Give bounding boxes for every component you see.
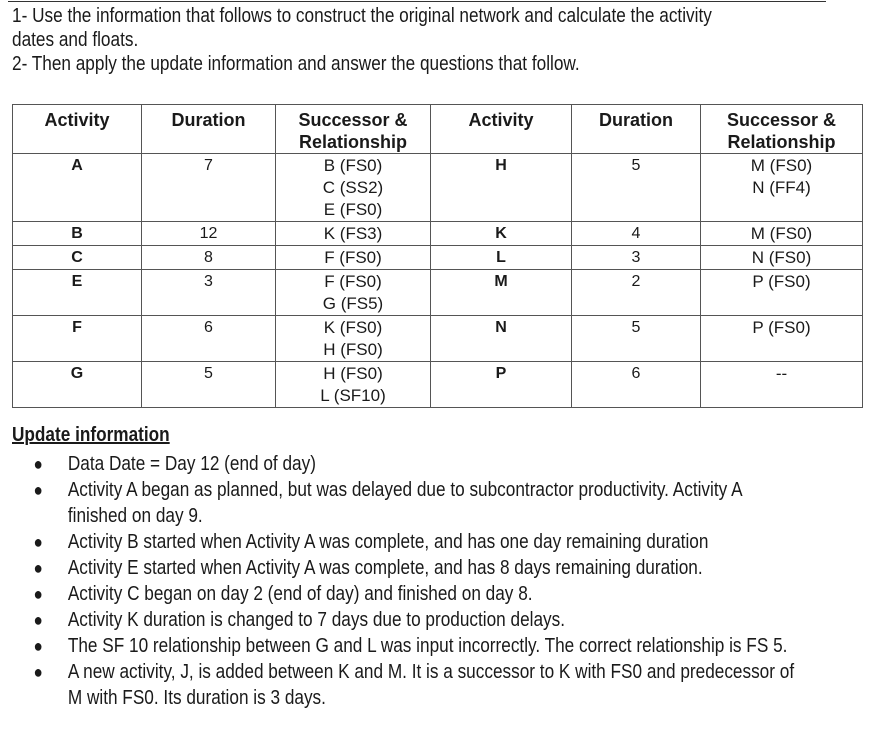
update-text: Activity B started when Activity A was complete, and has one day remaining duration [67,531,709,553]
successor-relationship: H (FS0) [323,364,383,383]
activity-cell: H [431,154,572,222]
header-activity-right: Activity [431,105,572,154]
update-text: Activity C began on day 2 (end of day) and finished on day 8. [67,583,533,605]
activity-cell: K [431,222,572,246]
table-row [13,154,863,222]
activity-cell: E [13,270,142,316]
duration-cell: 12 [142,222,276,246]
activity-cell: A [13,154,142,222]
successor-cell [701,222,863,246]
successor-relationship: M (FS0) [750,156,813,175]
bullet-icon: ● [33,584,43,604]
instruction-1: 1- Use the information that follows to construct the original network and calculate the activity dates and floats. [12,5,712,51]
bullet-icon: ● [33,480,43,500]
update-item [30,633,804,659]
activity-cell: F [13,316,142,362]
successor-cell [701,362,863,408]
successor-relationship: K (FS0) [323,318,383,337]
duration-cell: 6 [572,362,701,408]
instructions [12,4,752,76]
successor-cell [276,316,431,362]
duration-cell: 7 [142,154,276,222]
duration-cell: 5 [572,316,701,362]
successor-relationship: L (SF10) [320,386,386,405]
successor-relationship: F (FS0) [324,272,382,291]
bullet-icon: ● [33,636,43,656]
duration-cell: 4 [572,222,701,246]
table-row [13,316,863,362]
successor-relationship: P (FS0) [752,318,811,337]
successor-relationship: H (FS0) [323,340,383,359]
successor-relationship: G (FS5) [322,294,384,313]
duration-cell: 6 [142,316,276,362]
duration-cell: 3 [142,270,276,316]
duration-cell: 5 [142,362,276,408]
bullet-icon: ● [33,662,43,682]
update-text: The SF 10 relationship between G and L was input incorrectly. The correct relationship is FS 5. [67,635,788,657]
duration-cell: 5 [572,154,701,222]
successor-relationship: P (FS0) [752,272,811,291]
update-item [30,529,804,555]
successor-relationship: K (FS3) [323,224,383,243]
table-body [13,154,863,408]
update-item [30,659,804,711]
successor-relationship: B (FS0) [323,156,383,175]
update-list [30,451,804,711]
successor-cell [276,270,431,316]
table-header-row [13,105,863,154]
update-title: Update information [12,424,170,446]
activity-cell: M [431,270,572,316]
successor-relationship: M (FS0) [750,224,813,243]
update-text: Activity A began as planned, but was delayed due to subcontractor productivity. Activity A finished on day 9. [67,479,742,527]
header-duration-right: Duration [572,105,701,154]
successor-cell [701,270,863,316]
successor-relationship: F (FS0) [324,248,382,267]
table-row [13,222,863,246]
successor-cell [276,246,431,270]
successor-cell [276,362,431,408]
duration-cell: 2 [572,270,701,316]
update-text: Data Date = Day 12 (end of day) [67,453,316,475]
activity-cell: C [13,246,142,270]
successor-cell [276,154,431,222]
top-rule [8,1,826,2]
table-row [13,246,863,270]
activity-table [12,104,863,408]
update-item [30,607,804,633]
activity-cell: P [431,362,572,408]
update-text: A new activity, J, is added between K and M. It is a successor to K with FS0 and predecessor of M with FS0. Its duration is 3 days. [67,661,795,709]
successor-cell [701,316,863,362]
successor-cell [701,154,863,222]
activity-cell: G [13,362,142,408]
activity-cell: N [431,316,572,362]
successor-relationship: -- [775,364,788,383]
update-item [30,555,804,581]
activity-cell: L [431,246,572,270]
table-row [13,362,863,408]
bullet-icon: ● [33,558,43,578]
header-successor-left: Successor & Relationship [276,105,431,154]
update-text: Activity K duration is changed to 7 days due to production delays. [67,609,566,631]
header-duration-left: Duration [142,105,276,154]
successor-relationship: N (FF4) [752,178,811,197]
duration-cell: 8 [142,246,276,270]
instruction-2: 2- Then apply the update information and answer the questions that follow. [12,53,580,75]
bullet-icon: ● [33,610,43,630]
successor-relationship: N (FS0) [751,248,812,267]
header-successor-right: Successor & Relationship [701,105,863,154]
duration-cell: 3 [572,246,701,270]
activity-cell: B [13,222,142,246]
table-row [13,270,863,316]
update-item [30,451,804,477]
update-item [30,477,804,529]
bullet-icon: ● [33,532,43,552]
update-text: Activity E started when Activity A was complete, and has 8 days remaining duration. [67,557,703,579]
successor-relationship: C (SS2) [322,178,384,197]
successor-relationship: E (FS0) [323,200,383,219]
update-item [30,581,804,607]
header-activity-left: Activity [13,105,142,154]
bullet-icon: ● [33,454,43,474]
successor-cell [701,246,863,270]
successor-cell [276,222,431,246]
